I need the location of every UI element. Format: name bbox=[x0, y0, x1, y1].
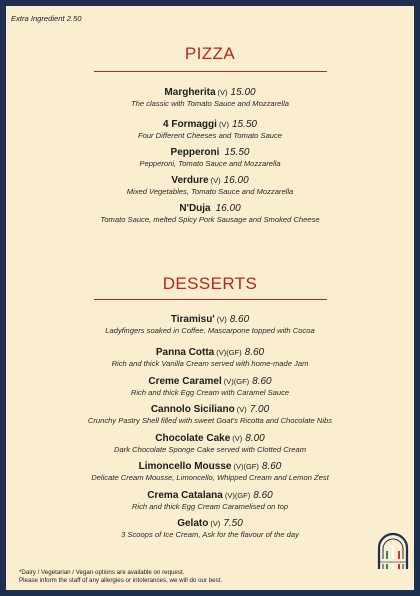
menu-item bbox=[6, 147, 414, 169]
item-name: Gelato bbox=[177, 518, 209, 529]
menu-item bbox=[6, 119, 414, 141]
item-tag: (V)(GF) bbox=[223, 377, 250, 386]
desserts-title: DESSERTS bbox=[162, 274, 258, 293]
footer-line: *Dairy / Vegetarian / Vegan options are available on request. bbox=[19, 569, 185, 576]
item-price: 15.50 bbox=[224, 147, 250, 158]
footer-note bbox=[19, 569, 222, 584]
item-description: Pepperoni, Tomato Sauce and Mozzarella bbox=[139, 159, 281, 168]
menu-item bbox=[6, 433, 414, 455]
item-description: Rich and thick Egg Cream Caramelised on top bbox=[131, 502, 289, 511]
logo-text: ITALIAN RESTAURANT bbox=[379, 561, 407, 564]
item-description: Tomato Sauce, melted Spicy Pork Sausage and Smoked Cheese bbox=[100, 215, 320, 224]
item-price: 8.60 bbox=[252, 376, 272, 387]
item-tag: (V) bbox=[210, 519, 221, 528]
item-price: 7.50 bbox=[223, 518, 243, 529]
item-name: Limoncello Mousse bbox=[138, 461, 232, 472]
menu-item bbox=[6, 347, 414, 369]
menu-item bbox=[6, 518, 414, 540]
item-tag: (V) bbox=[232, 434, 243, 443]
item-name: Chocolate Cake bbox=[155, 433, 231, 444]
item-price: 8.00 bbox=[245, 433, 265, 444]
extra-ingredient-note: Extra Ingredient 2.50 bbox=[11, 14, 82, 23]
menu-item bbox=[6, 376, 414, 398]
item-description: Crunchy Pastry Shell filled with sweet Goat's Ricotta and Chocolate Nibs bbox=[87, 416, 333, 425]
item-tag: (V) bbox=[217, 88, 228, 97]
item-name: Verdure bbox=[171, 175, 209, 186]
item-tag: (V)(GF) bbox=[224, 491, 251, 500]
item-price: 8.60 bbox=[244, 347, 265, 358]
item-description: Dark Chocolate Sponge Cake served with Clotted Cream bbox=[113, 445, 307, 454]
item-description: Ladyfingers soaked in Coffee, Mascarpone topped with Cocoa bbox=[105, 326, 315, 335]
item-name: Creme Caramel bbox=[148, 376, 222, 387]
pizza-title-rule bbox=[94, 71, 327, 72]
item-description: Delicate Cream Mousse, Limoncello, Whipped Cream and Lemon Zest bbox=[91, 473, 329, 482]
item-price: 15.00 bbox=[230, 87, 256, 98]
menu-item bbox=[6, 404, 414, 426]
item-tag: (V) bbox=[216, 315, 227, 324]
item-name: Crema Catalana bbox=[147, 490, 223, 501]
menu-item bbox=[6, 314, 414, 336]
menu-item bbox=[6, 490, 414, 512]
item-description: Rich and thick Egg Cream with Caramel Sauce bbox=[130, 388, 290, 397]
pizza-title: PIZZA bbox=[184, 44, 236, 63]
item-tag: (V) bbox=[218, 120, 229, 129]
item-name: N'Duja bbox=[179, 203, 211, 214]
item-name: 4 Formaggi bbox=[163, 119, 217, 130]
item-price: 8.60 bbox=[229, 314, 250, 325]
item-description: Rich and thick Vanilla Cream served with home-made Jam bbox=[111, 359, 309, 368]
item-price: 8.60 bbox=[253, 490, 273, 501]
menu-item bbox=[6, 87, 414, 109]
restaurant-logo bbox=[375, 532, 411, 570]
item-name: Panna Cotta bbox=[155, 347, 215, 358]
menu-item bbox=[6, 461, 414, 483]
item-tag: (V) bbox=[210, 176, 221, 185]
item-description: 3 Scoops of Ice Cream, Ask for the flavour of the day bbox=[121, 530, 299, 539]
menu-item bbox=[6, 203, 414, 225]
item-name: Tiramisu' bbox=[170, 314, 215, 325]
menu-page bbox=[6, 6, 414, 590]
menu-item bbox=[6, 175, 414, 197]
item-price: 16.00 bbox=[215, 203, 241, 214]
desserts-title-rule bbox=[94, 299, 327, 300]
item-description: Four Different Cheeses and Tomato Sauce bbox=[137, 131, 283, 140]
item-tag: (V) bbox=[236, 405, 247, 414]
item-price: 16.00 bbox=[223, 175, 249, 186]
footer-line: Please inform the staff of any allergies or intolerances, we will do our best. bbox=[19, 576, 223, 584]
item-description: The classic with Tomato Sauce and Mozzarella bbox=[131, 99, 289, 108]
item-description: Mixed Vegetables, Tomato Sauce and Mozzarella bbox=[126, 187, 294, 196]
item-price: 7.00 bbox=[249, 404, 270, 415]
item-name: Margherita bbox=[164, 87, 216, 98]
item-price: 8.60 bbox=[261, 461, 282, 472]
item-price: 15.50 bbox=[231, 119, 257, 130]
item-name: Cannolo Siciliano bbox=[150, 404, 235, 415]
item-tag: (V)(GF) bbox=[216, 348, 242, 357]
item-tag: (V)(GF) bbox=[233, 462, 259, 471]
item-name: Pepperoni bbox=[170, 147, 220, 158]
